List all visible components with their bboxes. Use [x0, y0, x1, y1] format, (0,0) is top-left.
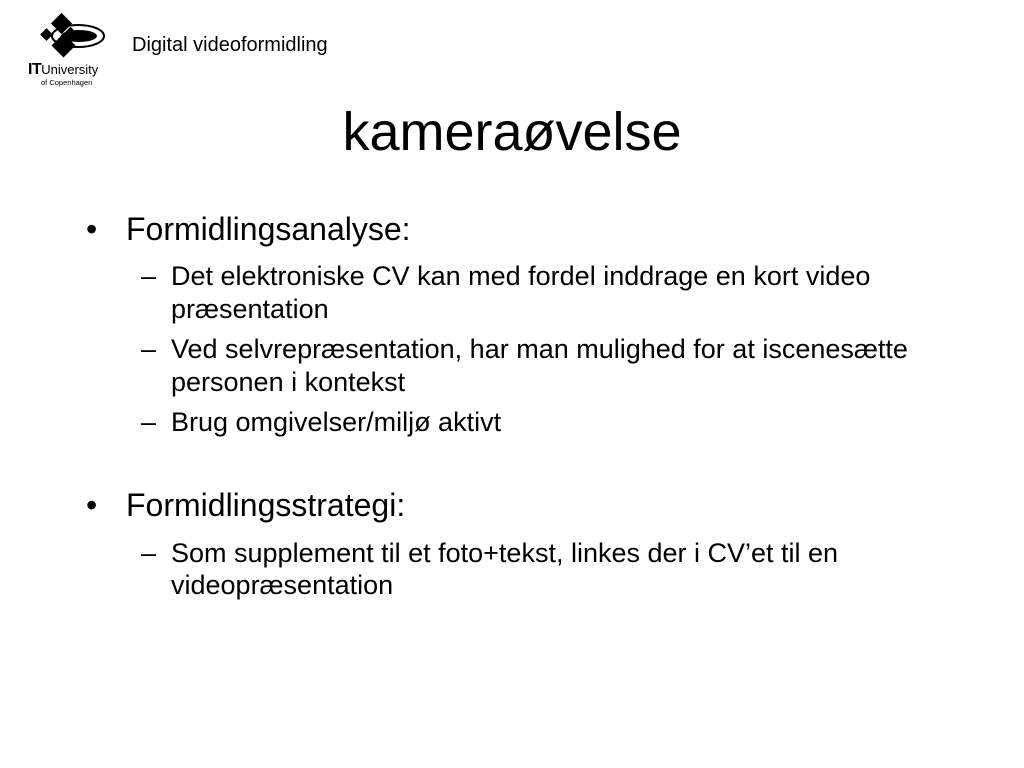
sub-bullet-text: Brug omgivelser/miljø aktivt — [171, 406, 502, 437]
slide-title: kameraøvelse — [342, 102, 682, 162]
bullet-item-formidlingsstrategi — [86, 486, 966, 524]
bullet-item-formidlingsanalyse — [86, 210, 966, 248]
logo-it-text: IT — [28, 61, 42, 78]
logo-university-text: University — [41, 62, 99, 77]
dash-marker: – — [141, 334, 157, 365]
itu-emblem-icon — [36, 12, 108, 62]
dash-marker: – — [141, 406, 157, 437]
sub-bullet-text: Som supplement til et foto+tekst, linkes der i CV’et til en videopræsentation — [171, 537, 839, 601]
sub-bullet-item — [141, 333, 931, 398]
sub-bullet-item — [141, 537, 931, 602]
itu-logo — [22, 12, 122, 92]
bullet-marker: • — [86, 211, 98, 247]
dash-marker: – — [141, 537, 157, 568]
logo-subtitle: of Copenhagen — [41, 78, 93, 87]
logo-wordmark — [28, 62, 98, 78]
sub-bullet-text: Det elektroniske CV kan med fordel inddrage en kort video præsentation — [171, 261, 871, 324]
sub-bullet-item — [141, 406, 931, 438]
section-spacer — [86, 446, 966, 486]
bullet-text: Formidlingsstrategi: — [126, 487, 406, 524]
sub-bullet-text: Ved selvrepræsentation, har man mulighed for at iscenesætte personen i kontekst — [171, 334, 908, 397]
slide-content — [86, 210, 966, 610]
dash-marker: – — [141, 261, 157, 292]
bullet-text: Formidlingsanalyse: — [126, 211, 411, 247]
bullet-marker: • — [86, 487, 98, 524]
sub-bullet-item — [141, 260, 931, 325]
header-title: Digital videoformidling — [132, 34, 328, 56]
